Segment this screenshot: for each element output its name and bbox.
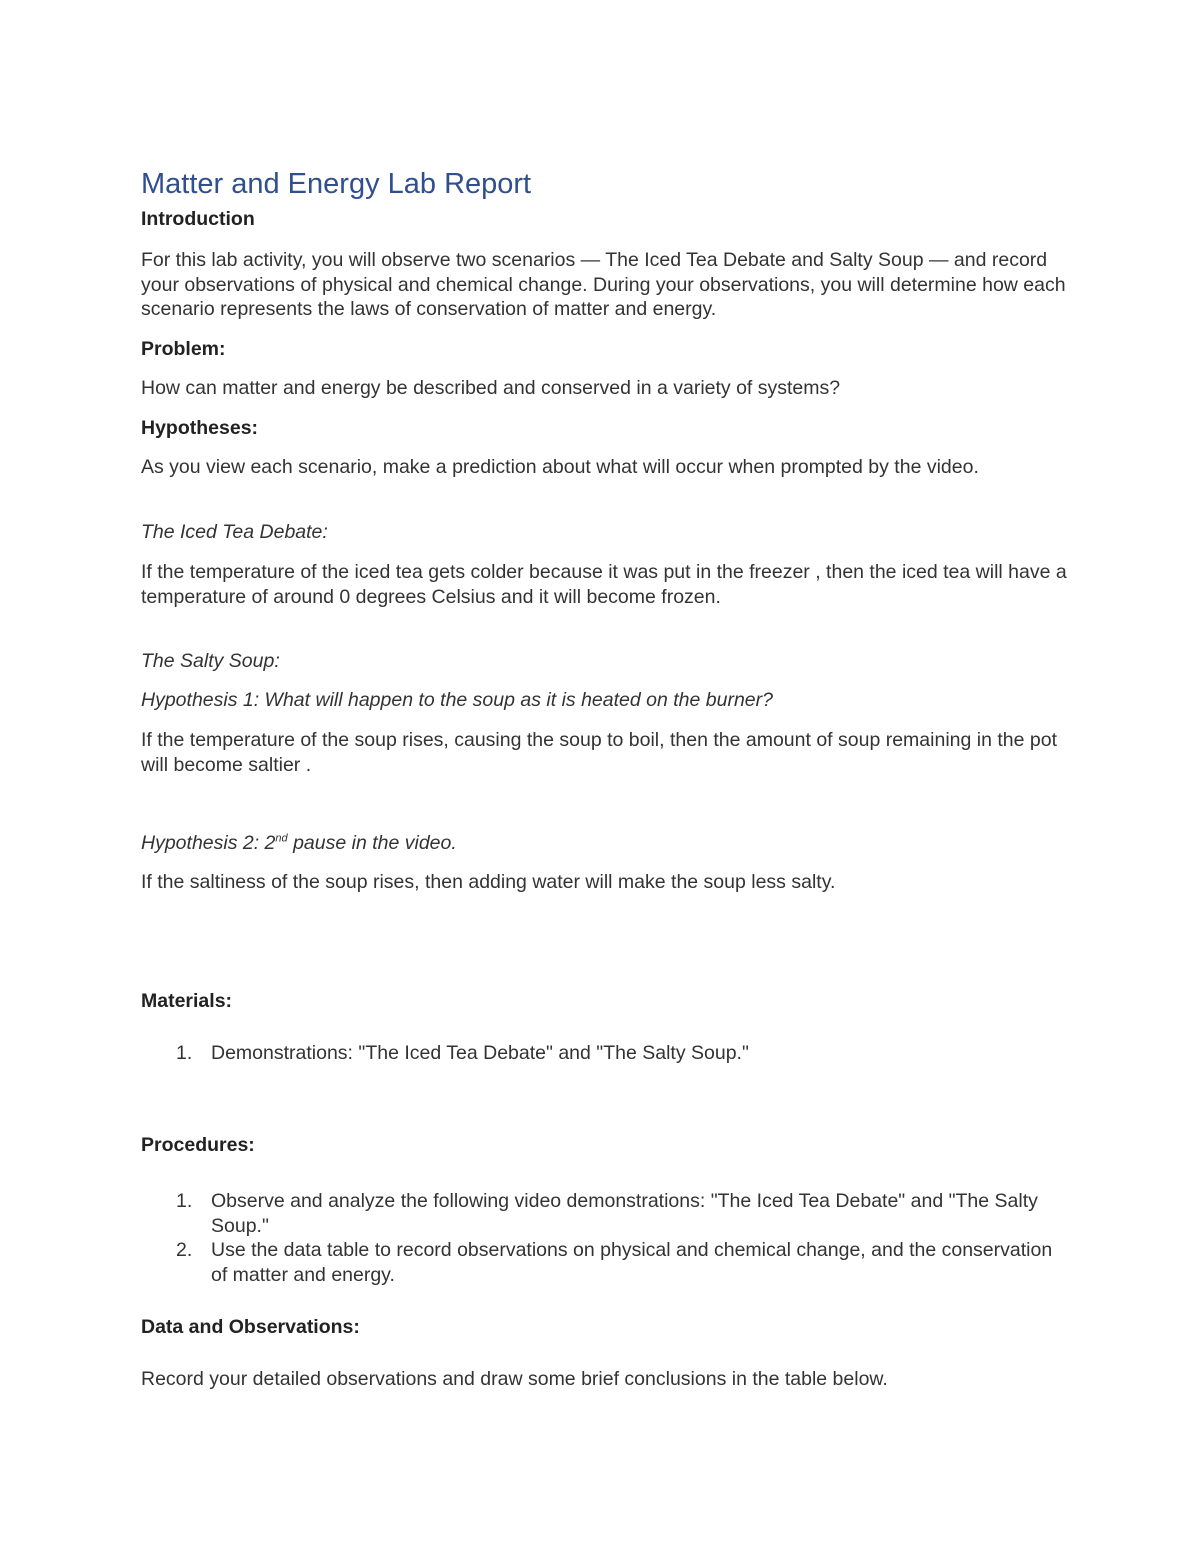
list-item-text: Use the data table to record observations on physical and chemical change, and the conservation of matter and energy.	[211, 1239, 1053, 1286]
hypothesis-2-label-start: Hypothesis 2: 2	[141, 832, 276, 854]
problem-heading: Problem:	[141, 338, 226, 360]
list-item-number: 1.	[176, 1042, 193, 1064]
problem-text: How can matter and energy be described and conserved in a variety of systems?	[141, 377, 841, 399]
list-item	[141, 1189, 1071, 1238]
list-item-text: Observe and analyze the following video demonstrations: "The Iced Tea Debate" and "The Salty Soup."	[211, 1190, 1038, 1237]
hypothesis-1-label: Hypothesis 1: What will happen to the soup as it is heated on the burner?	[141, 689, 773, 711]
procedures-list	[141, 1189, 1071, 1287]
data-observations-heading: Data and Observations:	[141, 1316, 360, 1338]
list-item-text: Demonstrations: "The Iced Tea Debate" and "The Salty Soup."	[211, 1042, 749, 1064]
document-title: Matter and Energy Lab Report	[141, 168, 532, 200]
iced-tea-label: The Iced Tea Debate:	[141, 521, 328, 543]
iced-tea-hypothesis: If the temperature of the iced tea gets colder because it was put in the freezer , then the iced tea will have a temperature of around 0 degrees Celsius and it will become frozen.	[141, 561, 1067, 608]
introduction-text: For this lab activity, you will observe two scenarios — The Iced Tea Debate and Salty Soup — and record your observations of physical and chemical change. During your observations, you will determine how each scenario represents the laws of conservation of matter and energy.	[141, 249, 1066, 320]
materials-list	[141, 1041, 1071, 1066]
list-item	[141, 1238, 1071, 1287]
salty-soup-label: The Salty Soup:	[141, 650, 280, 672]
hypothesis-2-label-end: pause in the video.	[287, 832, 457, 854]
list-item-number: 2.	[176, 1239, 193, 1261]
hypotheses-intro: As you view each scenario, make a prediction about what will occur when prompted by the video.	[141, 456, 979, 478]
list-item-number: 1.	[176, 1190, 193, 1212]
hypothesis-1-text: If the temperature of the soup rises, causing the soup to boil, then the amount of soup remaining in the pot will become saltier .	[141, 729, 1057, 776]
ordinal-suffix: nd	[275, 832, 288, 845]
introduction-heading: Introduction	[141, 208, 255, 230]
hypothesis-2-label	[141, 831, 1071, 856]
hypotheses-heading: Hypotheses:	[141, 417, 259, 439]
list-item	[141, 1041, 1071, 1066]
data-observations-text: Record your detailed observations and draw some brief conclusions in the table below.	[141, 1368, 888, 1390]
procedures-heading: Procedures:	[141, 1134, 255, 1156]
hypothesis-2-text: If the saltiness of the soup rises, then adding water will make the soup less salty.	[141, 871, 836, 893]
materials-heading: Materials:	[141, 990, 233, 1012]
